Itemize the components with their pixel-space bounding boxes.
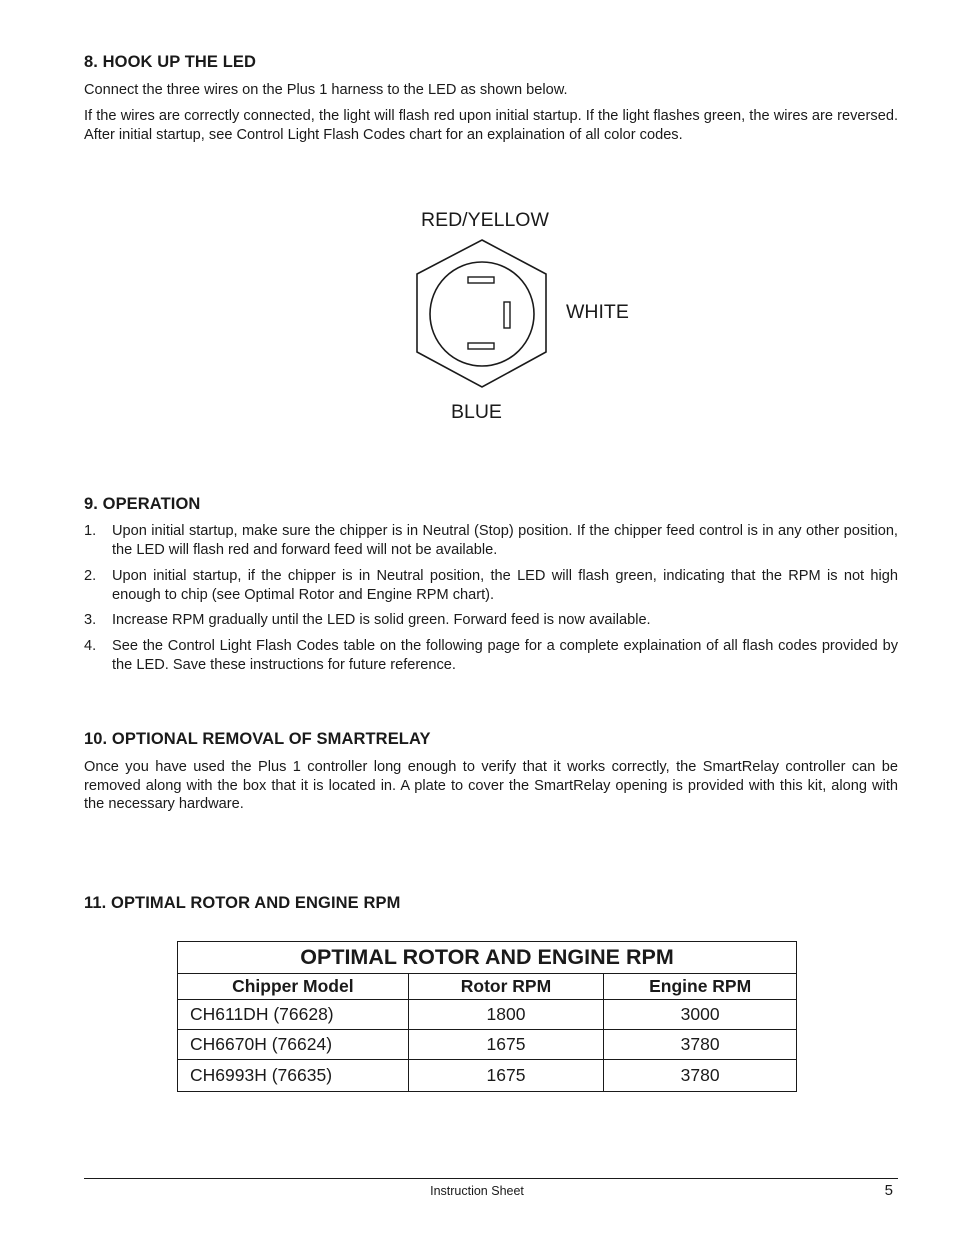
step-text: Upon initial startup, if the chipper is in Neutral position, the LED will flash green, indicating that the RPM is not high enough to chip (see Optimal Rotor and Engine RPM chart).: [112, 568, 898, 603]
column-header-engine-rpm: Engine RPM: [604, 974, 797, 1000]
page-number: 5: [884, 1182, 893, 1199]
step-number: 3.: [84, 612, 97, 628]
led-connector-drawing: [410, 234, 554, 394]
operation-step-3: [84, 611, 898, 630]
section-8-paragraph-2: If the wires are correctly connected, the light will flash red upon initial startup. If the light flashes green, the wires are reversed. After initial startup, see Control Light Flash Codes chart for an explaination of all color codes.: [84, 108, 898, 143]
cell-rotor-rpm: 1675: [408, 1030, 604, 1060]
cell-chipper-model: CH6993H (76635): [178, 1060, 409, 1092]
step-number: 1.: [84, 523, 97, 539]
wire-label-white: WHITE: [566, 301, 629, 323]
table-row: [178, 1060, 797, 1092]
section-8-paragraph-1: Connect the three wires on the Plus 1 harness to the LED as shown below.: [84, 82, 568, 98]
cell-rotor-rpm: 1800: [408, 1000, 604, 1030]
table-row: [178, 1030, 797, 1060]
operation-step-2: [84, 567, 898, 604]
operation-step-1: [84, 522, 898, 559]
cell-engine-rpm: 3000: [604, 1000, 797, 1030]
pin-white: [504, 302, 510, 328]
step-number: 4.: [84, 638, 97, 654]
section-8-heading: 8. HOOK UP THE LED: [84, 53, 257, 71]
cell-engine-rpm: 3780: [604, 1060, 797, 1092]
rpm-table: [177, 941, 797, 1092]
footer-divider: [84, 1178, 898, 1179]
cell-engine-rpm: 3780: [604, 1030, 797, 1060]
column-header-rotor-rpm: Rotor RPM: [408, 974, 604, 1000]
section-11-heading: 11. OPTIMAL ROTOR AND ENGINE RPM: [84, 894, 401, 912]
section-10-heading: 10. OPTIONAL REMOVAL OF SMARTRELAY: [84, 730, 431, 748]
cell-rotor-rpm: 1675: [408, 1060, 604, 1092]
column-header-chipper-model: Chipper Model: [178, 974, 409, 1000]
operation-step-4: [84, 637, 898, 674]
step-number: 2.: [84, 568, 97, 584]
table-row: [178, 1000, 797, 1030]
step-text: See the Control Light Flash Codes table on the following page for a complete explaination of all flash codes provided by the LED. Save these instructions for future reference.: [112, 638, 898, 673]
wire-label-blue: BLUE: [451, 401, 502, 423]
section-9-heading: 9. OPERATION: [84, 495, 201, 513]
step-text: Increase RPM gradually until the LED is solid green. Forward feed is now available.: [112, 612, 651, 628]
pin-blue: [468, 343, 494, 349]
step-text: Upon initial startup, make sure the chipper is in Neutral (Stop) position. If the chipper feed control is in any other position, the LED will flash red and forward feed will not be available.: [112, 523, 898, 558]
section-10-paragraph: Once you have used the Plus 1 controller long enough to verify that it works correctly, the SmartRelay controller can be removed along with the box that it is located in. A plate to cover the SmartRelay opening is provided with this kit, along with the necessary hardware.: [84, 759, 898, 812]
pin-red-yellow: [468, 277, 494, 283]
wire-label-red-yellow: RED/YELLOW: [421, 209, 549, 231]
cell-chipper-model: CH611DH (76628): [178, 1000, 409, 1030]
cell-chipper-model: CH6670H (76624): [178, 1030, 409, 1060]
footer-title: Instruction Sheet: [430, 1184, 524, 1198]
rpm-table-title: OPTIMAL ROTOR AND ENGINE RPM: [178, 942, 797, 974]
